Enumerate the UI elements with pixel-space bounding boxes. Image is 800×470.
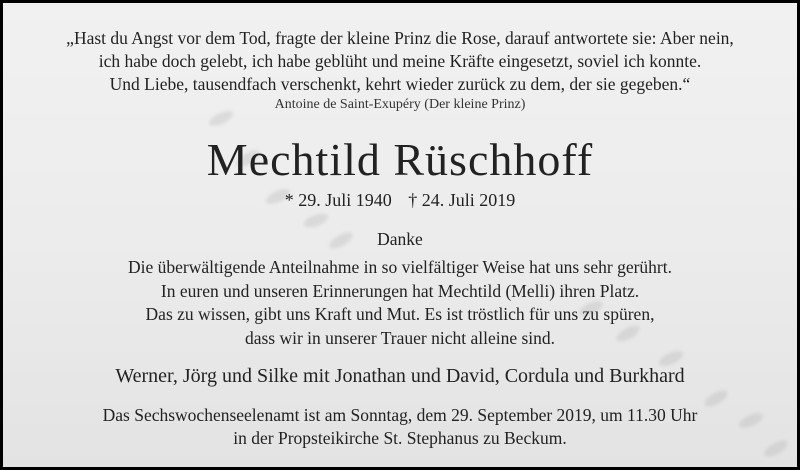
thanks-text bbox=[3, 256, 797, 350]
birth-date: * 29. Juli 1940 bbox=[284, 190, 392, 210]
service-line: Das Sechswochenseelenamt ist am Sonntag, dem 29. September 2019, um 11.30 Uhr bbox=[102, 405, 698, 425]
quote-text bbox=[13, 27, 787, 96]
quote-line: Und Liebe, tausendfach verschenkt, kehrt wieder zurück zu dem, der sie gegeben.“ bbox=[109, 74, 691, 94]
thanks-title: Danke bbox=[377, 229, 423, 249]
thanks-line: Die überwältigende Anteilnahme in so vielfältiger Weise hat uns sehr gerührt. bbox=[127, 257, 672, 277]
service-info bbox=[3, 404, 797, 450]
deceased-name: Mechtild Rüschhoff bbox=[206, 134, 594, 185]
thanks-line: dass wir in unserer Trauer nicht alleine sind. bbox=[244, 327, 556, 348]
obituary-content bbox=[3, 3, 797, 467]
death-date: † 24. Juli 2019 bbox=[408, 190, 516, 210]
quote-line: ich habe doch gelebt, ich habe geblüht und meine Kräfte eingesetzt, soviel ich konnte. bbox=[98, 51, 702, 71]
family-names: Werner, Jörg und Silke mit Jonathan und David, Cordula und Burkhard bbox=[115, 365, 685, 387]
quote-line: „Hast du Angst vor dem Tod, fragte der kleine Prinz die Rose, darauf antwortete sie: Aber nein, bbox=[66, 28, 734, 48]
service-line: in der Propsteikirche St. Stephanus zu Beckum. bbox=[233, 428, 567, 448]
life-dates bbox=[3, 190, 797, 211]
thanks-line: In euren und unseren Erinnerungen hat Mechtild (Melli) ihren Platz. bbox=[160, 280, 640, 301]
obituary-card bbox=[3, 3, 797, 467]
quote-author: Antoine de Saint-Exupéry (Der kleine Prinz) bbox=[274, 97, 526, 112]
thanks-line: Das zu wissen, gibt uns Kraft und Mut. Es ist tröstlich für uns zu spüren, bbox=[145, 304, 655, 324]
